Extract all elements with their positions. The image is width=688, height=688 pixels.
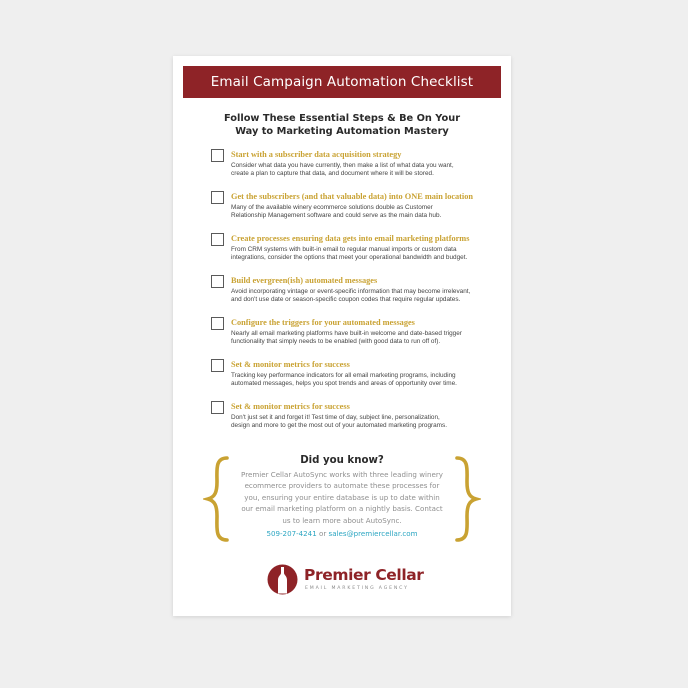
item-description-line: functionality that simply needs to be enabled (with good data to run off of). — [231, 338, 441, 346]
item-description-line: Nearly all email marketing platforms have built-in welcome and date-based trigger — [231, 330, 462, 337]
checklist-item-3 — [211, 231, 501, 273]
item-description — [231, 288, 503, 305]
premier-cellar-logo — [267, 564, 427, 598]
did-you-know-title: Did you know? — [300, 455, 384, 466]
item-description — [231, 162, 503, 179]
contact-line — [203, 529, 481, 538]
checklist-item-7 — [211, 399, 501, 441]
checklist-sheet — [173, 56, 511, 616]
item-description — [231, 246, 503, 263]
phone-link[interactable]: 509-207-4241 — [266, 529, 317, 538]
checkbox[interactable] — [211, 233, 224, 246]
item-description-line: Relationship Management software and could serve as the main data hub. — [231, 212, 442, 220]
subtitle — [193, 112, 491, 138]
item-description-line: Consider what data you have currently, then make a list of what data you want, — [231, 162, 454, 169]
contact-separator: or — [318, 529, 329, 538]
title-banner: Email Campaign Automation Checklist — [183, 66, 501, 98]
checkbox[interactable] — [211, 191, 224, 204]
brand-tagline: EMAIL MARKETING AGENCY — [305, 586, 409, 591]
item-description-line: and don't use date or season-specific coupon codes that require regular updates. — [231, 296, 461, 304]
item-description-line: integrations, consider the options that meet your operational bandwidth and budget. — [231, 254, 468, 262]
subtitle-line-2: Way to Marketing Automation Mastery — [235, 126, 449, 137]
item-title: Create processes ensuring data gets into email marketing platforms — [231, 234, 470, 243]
item-description-line: create a plan to capture that data, and document where it will be stored. — [231, 170, 434, 178]
item-description-line: From CRM systems with built-in email to regular manual imports or custom data — [231, 246, 457, 253]
did-you-know-callout — [203, 450, 481, 542]
did-you-know-body: Premier Cellar AutoSync works with three leading winery ecommerce providers to automate these processes for you, ensuring your entire database is up to date within our email marketing platform on a nightly basis. Contact us to learn more about AutoSync. — [241, 470, 443, 525]
brand-name: Premier Cellar — [304, 566, 424, 584]
wine-bottle-icon — [267, 564, 298, 595]
item-description-line: automated messages, helps you spot trends and areas of opportunity over time. — [231, 380, 457, 388]
item-title: Start with a subscriber data acquisition strategy — [231, 150, 402, 159]
item-description — [231, 204, 503, 221]
checklist-item-4 — [211, 273, 501, 315]
item-description — [231, 414, 503, 431]
checklist — [211, 147, 501, 441]
item-title: Configure the triggers for your automated messages — [231, 318, 415, 327]
checklist-item-6 — [211, 357, 501, 399]
item-description-line: Tracking key performance indicators for all email marketing programs, including — [231, 372, 456, 379]
item-description-line: Many of the available winery ecommerce solutions double as Customer — [231, 204, 433, 211]
email-link[interactable]: sales@premiercellar.com — [328, 529, 418, 538]
item-title: Set & monitor metrics for success — [231, 402, 350, 411]
checklist-item-2 — [211, 189, 501, 231]
checkbox[interactable] — [211, 401, 224, 414]
checkbox[interactable] — [211, 149, 224, 162]
subtitle-line-1: Follow These Essential Steps & Be On Your — [223, 113, 461, 124]
item-description-line: design and more to get the most out of your automated marketing programs. — [231, 422, 447, 430]
checkbox[interactable] — [211, 317, 224, 330]
item-description — [231, 372, 503, 389]
item-title: Build evergreen(ish) automated messages — [231, 276, 378, 285]
item-description — [231, 330, 503, 347]
checkbox[interactable] — [211, 359, 224, 372]
item-title: Get the subscribers (and that valuable data) into ONE main location — [231, 192, 474, 201]
item-title: Set & monitor metrics for success — [231, 360, 350, 369]
item-description-line: Avoid incorporating vintage or event-specific information that may become irrelevant, — [231, 288, 471, 295]
checklist-item-1 — [211, 147, 501, 189]
checkbox[interactable] — [211, 275, 224, 288]
checklist-item-5 — [211, 315, 501, 357]
item-description-line: Don't just set it and forget it! Test time of day, subject line, personalization, — [231, 414, 440, 421]
